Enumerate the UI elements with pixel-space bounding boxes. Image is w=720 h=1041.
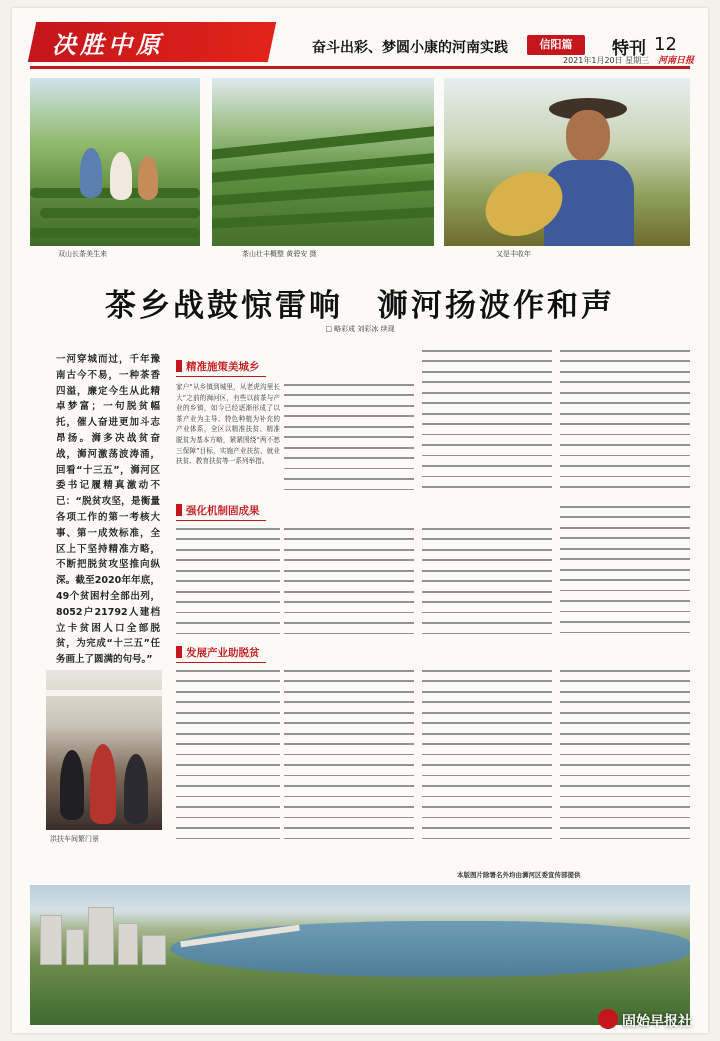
masthead [12,8,708,66]
body-column-text [176,528,280,640]
body-column-text [176,670,280,850]
body-column-text [560,670,690,850]
body-column-text [284,670,414,850]
series-logo: 信阳篇 [527,35,585,55]
watermark-text: 固始早报社 [622,1014,692,1030]
slogan: 奋斗出彩、梦圆小康的河南实践 [312,40,508,56]
byline: □ 略彩成 刘彩冰 续现 [325,325,395,333]
date-line: 2021年1月20日 星期三 [563,56,650,65]
special-label: 特刊 [612,39,646,59]
body-column-text [422,670,552,850]
section-head-1 [176,358,260,374]
caption-1: 双山长茶美生来 [58,250,107,258]
body-column-text [422,528,552,640]
section-rule [176,376,266,377]
newspaper-page [12,8,708,1033]
watermark-logo-icon [598,1009,618,1029]
body-column-text [284,384,414,494]
body-column: 家户“从乡镇到城里，从老虎沟里长大”之前的浉河区，有些以前茶与产业的乡镇，如今已经逐渐形成了以茶产业为主导、特色种植为补充的产业体系，全区以精准扶贫、精准脱贫为基本方略，紧紧围绕“两不愁三保障”目标，实施产业扶贫、就业扶贫、教育扶贫等一系列举措。 [176,383,280,466]
caption-4: 洪扶车间繁门景 [50,835,99,843]
section-head-2 [176,502,260,518]
section-title: 精准施策美城乡 [186,360,260,373]
photo-credit: 本版图片除署名外均由浉河区委宣传部提供 [457,871,581,879]
photo-tea-terraces [212,78,434,246]
caption-2: 茶山壮丰概整 黄碧安 摄 [242,250,317,258]
section-marker [176,646,182,658]
section-rule [176,662,266,663]
section-title: 发展产业助脱贫 [186,646,260,659]
body-column-text [284,528,414,640]
body-column-text [422,350,552,494]
caption-3: 又是丰收年 [496,250,531,258]
headline: 茶乡战鼓惊雷响 浉河扬波作和声 [105,288,615,324]
header-rule [30,66,690,69]
section-name: 决胜中原 [52,30,164,59]
section-rule [176,520,266,521]
paper-name: 河南日报 [658,56,695,66]
photo-factory-workers [46,670,162,830]
section-marker [176,504,182,516]
body-column-text [560,350,690,494]
river [170,921,690,977]
body-column-text [560,506,690,640]
intro-column: 一河穿城而过，千年豫南古今不易，一种茶香四溢，廉定今生从此精卓梦富；一句脱贫幅托，催人奋进更加斗志昂扬。浉多决战贫奋战，浉河激荡波涛涌，回看“十三五”，浉河区委书记履精真激动不已：“脱贫攻坚，是衡量各项工作的第一考核大事、第一成效标准，全区上下坚持精准方略，不断把脱贫攻坚推向纵深。截至2020年年底，49个贫困村全部出列，8052户21792人建档立卡贫困人口全部脱贫，为完成“十三五”任务画上了圆满的句号。” [56,354,160,666]
photo-tea-picking [30,78,200,246]
section-head-3 [176,644,260,660]
section-title: 强化机制固成果 [186,504,260,517]
photo-farmer-harvest [444,78,690,246]
section-marker [176,360,182,372]
page-number: 12 [654,34,677,55]
photo-city-river-panorama [30,885,690,1025]
